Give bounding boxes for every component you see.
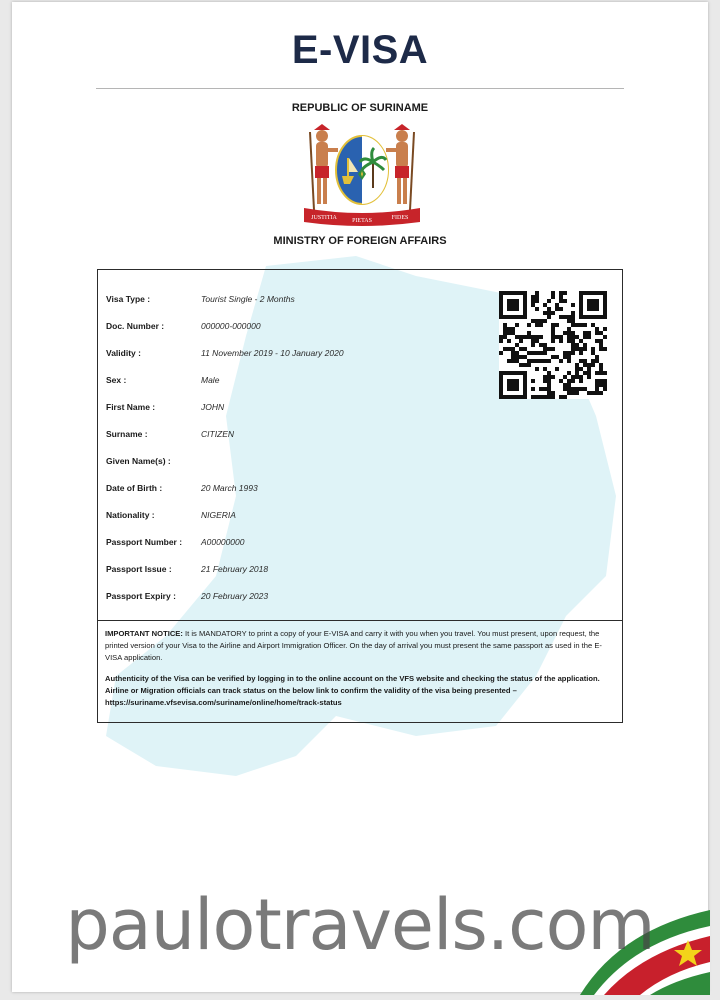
left-supporter	[310, 124, 338, 210]
important-notice	[105, 628, 617, 664]
notice-text: It is MANDATORY to print a copy of your E-VISA and carry it with you when you travel. You must present, upon request, the printed version of your Visa to the Airline and Airport Immigration Officer. On the day of arrival you must present the same passport as used in the E-VISA application.	[105, 629, 602, 662]
field-row	[106, 345, 344, 361]
ministry-heading: MINISTRY OF FOREIGN AFFAIRS	[273, 235, 447, 247]
motto-fides: FIDES	[391, 215, 409, 221]
field-row	[106, 453, 201, 469]
field-row	[106, 534, 245, 550]
field-row	[106, 318, 261, 334]
field-value: 20 February 2023	[201, 591, 269, 601]
field-row	[106, 426, 234, 442]
field-label: Doc. Number :	[106, 321, 165, 331]
field-row	[106, 291, 295, 307]
motto-pietas: PIETAS	[352, 218, 372, 224]
site-watermark: paulotravels.com	[65, 884, 655, 966]
field-row	[106, 399, 224, 415]
field-label: Surname :	[106, 429, 148, 439]
field-label: Sex :	[106, 375, 127, 385]
field-value: 20 March 1993	[201, 483, 258, 493]
qr-code-icon	[499, 291, 607, 399]
field-row	[106, 372, 219, 388]
field-label: Nationality :	[106, 510, 155, 520]
field-label: Visa Type :	[106, 294, 151, 304]
republic-heading: REPUBLIC OF SURINAME	[291, 102, 429, 114]
field-row	[106, 507, 236, 523]
field-row	[106, 588, 268, 604]
field-value: CITIZEN	[201, 429, 235, 439]
field-value: Male	[201, 375, 220, 385]
field-value: 21 February 2018	[201, 564, 269, 574]
authenticity-notice: Authenticity of the Visa can be verified by logging in to the online account on the VFS website and checking the status of the application. Airline or Migration officials can track status on the below link to confirm the validity of the visa being presented – https://suriname.vfsevisa.com/suriname/online/home/track-status	[105, 674, 600, 707]
document-title: E-VISA	[291, 28, 429, 72]
field-value: JOHN	[201, 402, 225, 412]
field-value: NIGERIA	[201, 510, 236, 520]
field-row	[106, 561, 268, 577]
field-value: Tourist Single - 2 Months	[201, 294, 295, 304]
field-value: A00000000	[201, 537, 245, 547]
visa-document	[12, 2, 708, 992]
field-label: Passport Issue :	[106, 564, 172, 574]
right-supporter	[386, 124, 414, 210]
notice-divider	[98, 620, 622, 621]
field-value: 11 November 2019 - 10 January 2020	[201, 348, 344, 358]
coat-of-arms-icon	[300, 122, 424, 228]
field-value: 000000-000000	[201, 321, 261, 331]
field-label: First Name :	[106, 402, 156, 412]
field-label: Given Name(s) :	[106, 456, 171, 466]
title-divider	[96, 88, 624, 89]
field-label: Passport Expiry :	[106, 591, 176, 601]
notice-heading: IMPORTANT NOTICE:	[105, 629, 183, 638]
shield	[336, 136, 388, 204]
visa-details-box	[97, 269, 623, 723]
field-label: Passport Number :	[106, 537, 183, 547]
field-row	[106, 480, 258, 496]
field-label: Validity :	[106, 348, 141, 358]
field-label: Date of Birth :	[106, 483, 163, 493]
motto-justitia: JUSTITIA	[311, 215, 337, 221]
